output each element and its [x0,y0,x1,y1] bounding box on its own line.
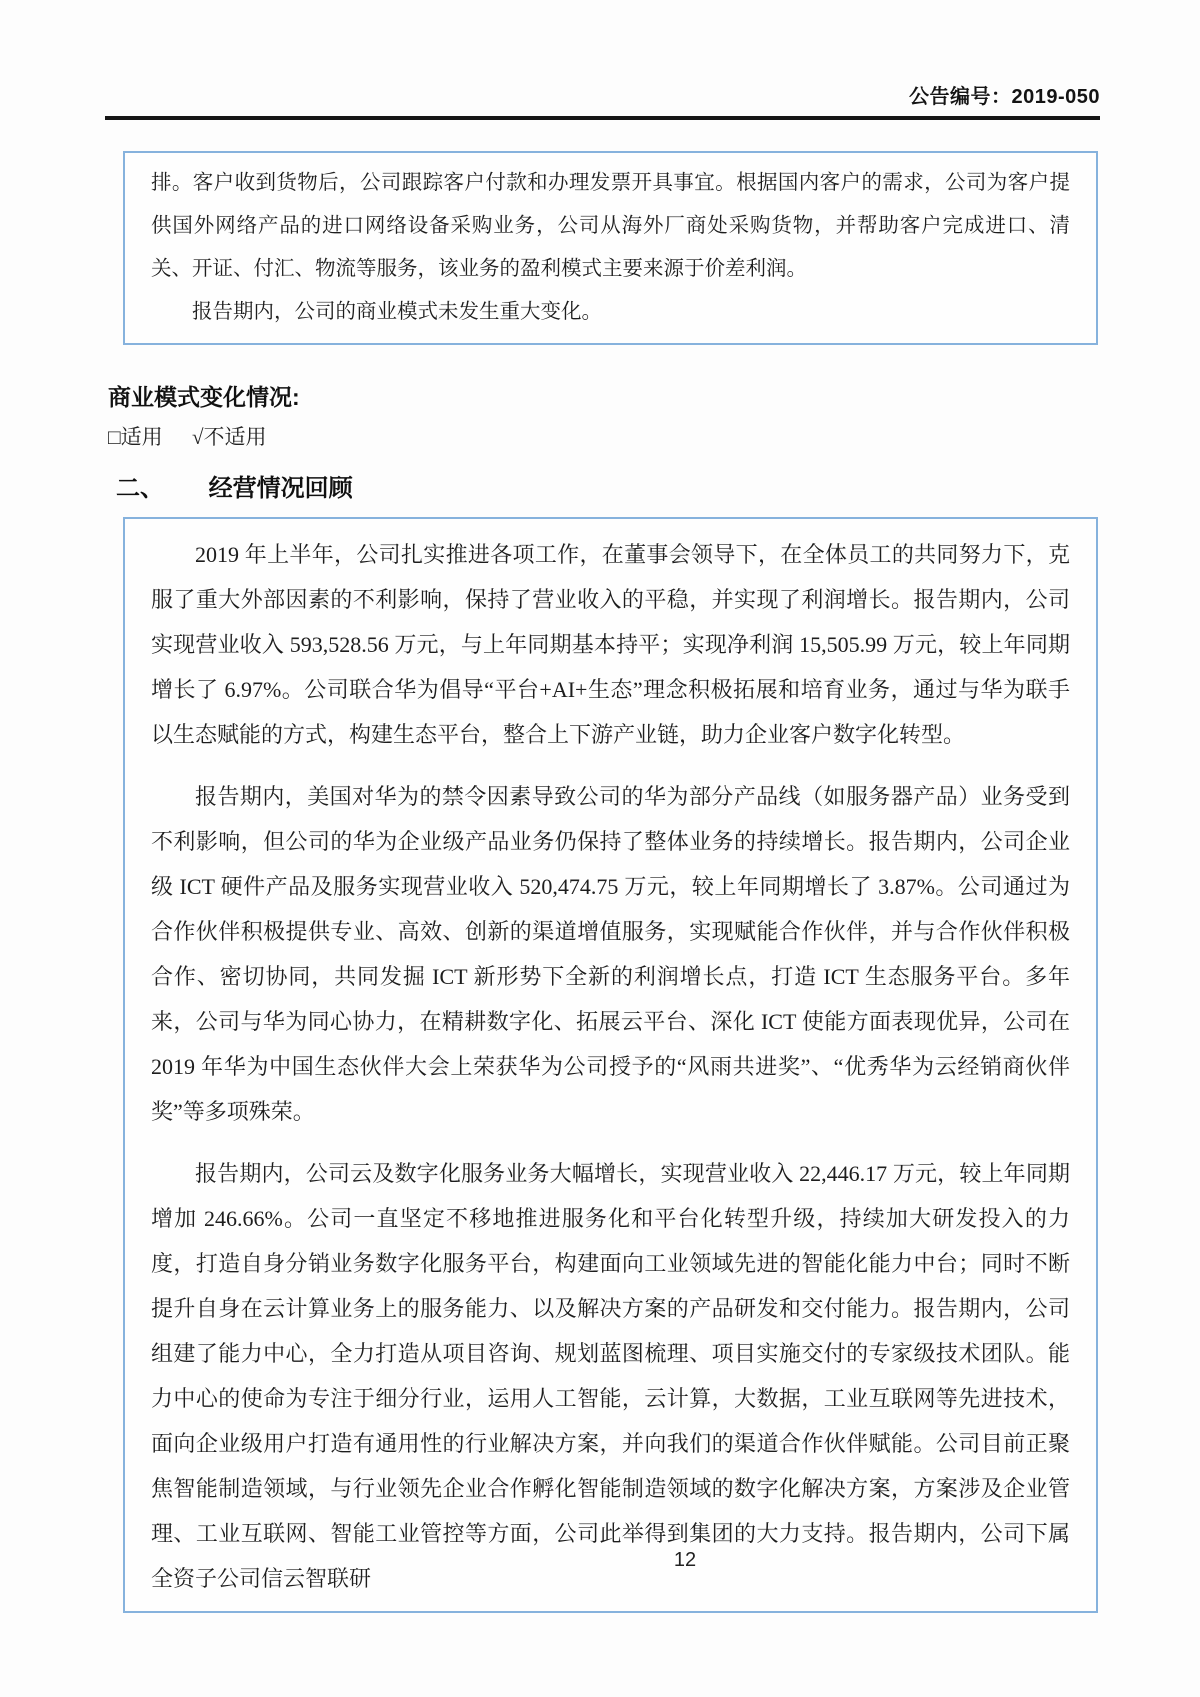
applicability-row [108,421,1200,451]
operating-review-box [123,517,1098,1613]
review-paragraph-1: 2019 年上半年，公司扎实推进各项工作，在董事会领导下，在全体员工的共同努力下，克服了重大外部因素的不利影响，保持了营业收入的平稳，并实现了利润增长。报告期内，公司实现营业收入 593,528.56 万元，与上年同期基本持平；实现净利润 15,505.99 万元，较上年同期增长了 6.97%。公司联合华为倡导“平台+AI+生态”理念积极拓展和培育业务，通过与华为联手以生态赋能的方式，构建生态平台，整合上下游产业链，助力企业客户数字化转型。 [151,542,1070,747]
header-rule [105,116,1100,120]
not-applicable-option: √不适用 [191,425,267,449]
section-title: 经营情况回顾 [208,475,353,502]
business-model-summary: 报告期内，公司的商业模式未发生重大变化。 [192,301,602,323]
applicable-option: □适用 [108,425,163,449]
section-heading [116,468,1200,503]
review-paragraph-2: 报告期内，美国对华为的禁令因素导致公司的华为部分产品线（如服务器产品）业务受到不利影响，但公司的华为企业级产品业务仍保持了整体业务的持续增长。报告期内，公司企业级 ICT 硬件产品及服务实现营业收入 520,474.75 万元，较上年同期增长了 3.87%。公司通过为合作伙伴积极提供专业、高效、创新的渠道增值服务，实现赋能合作伙伴，并与合作伙伴积极合作、密切协同，共同发掘 ICT 新形势下全新的利润增长点，打造 ICT 生态服务平台。多年来，公司与华为同心协力，在精耕数字化、拓展云平台、深化 ICT 使能方面表现优异，公司在 2019 年华为中国生态伙伴大会上荣获华为公司授予的“风雨共进奖”、“优秀华为云经销商伙伴奖”等多项殊荣。 [151,784,1070,1124]
model-change-title: 商业模式变化情况: [108,384,300,410]
page-header [0,0,1200,109]
review-paragraph-3: 报告期内，公司云及数字化服务业务大幅增长，实现营业收入 22,446.17 万元，较上年同期增加 246.66%。公司一直坚定不移地推进服务化和平台化转型升级，持续加大研发投入的力度，打造自身分销业务数字化服务平台，构建面向工业领域先进的智能化能力中台；同时不断提升自身在云计算业务上的服务能力、以及解决方案的产品研发和交付能力。报告期内，公司组建了能力中心，全力打造从项目咨询、规划蓝图梳理、项目实施交付的专家级技术团队。能力中心的使命为专注于细分行业，运用人工智能，云计算，大数据，工业互联网等先进技术，面向企业级用户打造有通用性的行业解决方案，并向我们的渠道合作伙伴赋能。公司目前正聚焦智能制造领域，与行业领先企业合作孵化智能制造领域的数字化解决方案，方案涉及企业管理、工业互联网、智能工业管控等方面，公司此举得到集团的大力支持。报告期内，公司下属全资子公司信云智联研 [151,1161,1070,1591]
continuation-paragraph: 排。客户收到货物后，公司跟踪客户付款和办理发票开具事宜。根据国内客户的需求，公司为客户提供国外网络产品的进口网络设备采购业务，公司从海外厂商处采购货物，并帮助客户完成进口、清关、开证、付汇、物流等服务，该业务的盈利模式主要来源于价差利润。 [151,172,1070,280]
section-number: 二、 [116,475,164,502]
notice-number: 公告编号：2019-050 [908,86,1100,108]
page-number: 12 [673,1549,697,1571]
business-model-box [123,151,1098,345]
